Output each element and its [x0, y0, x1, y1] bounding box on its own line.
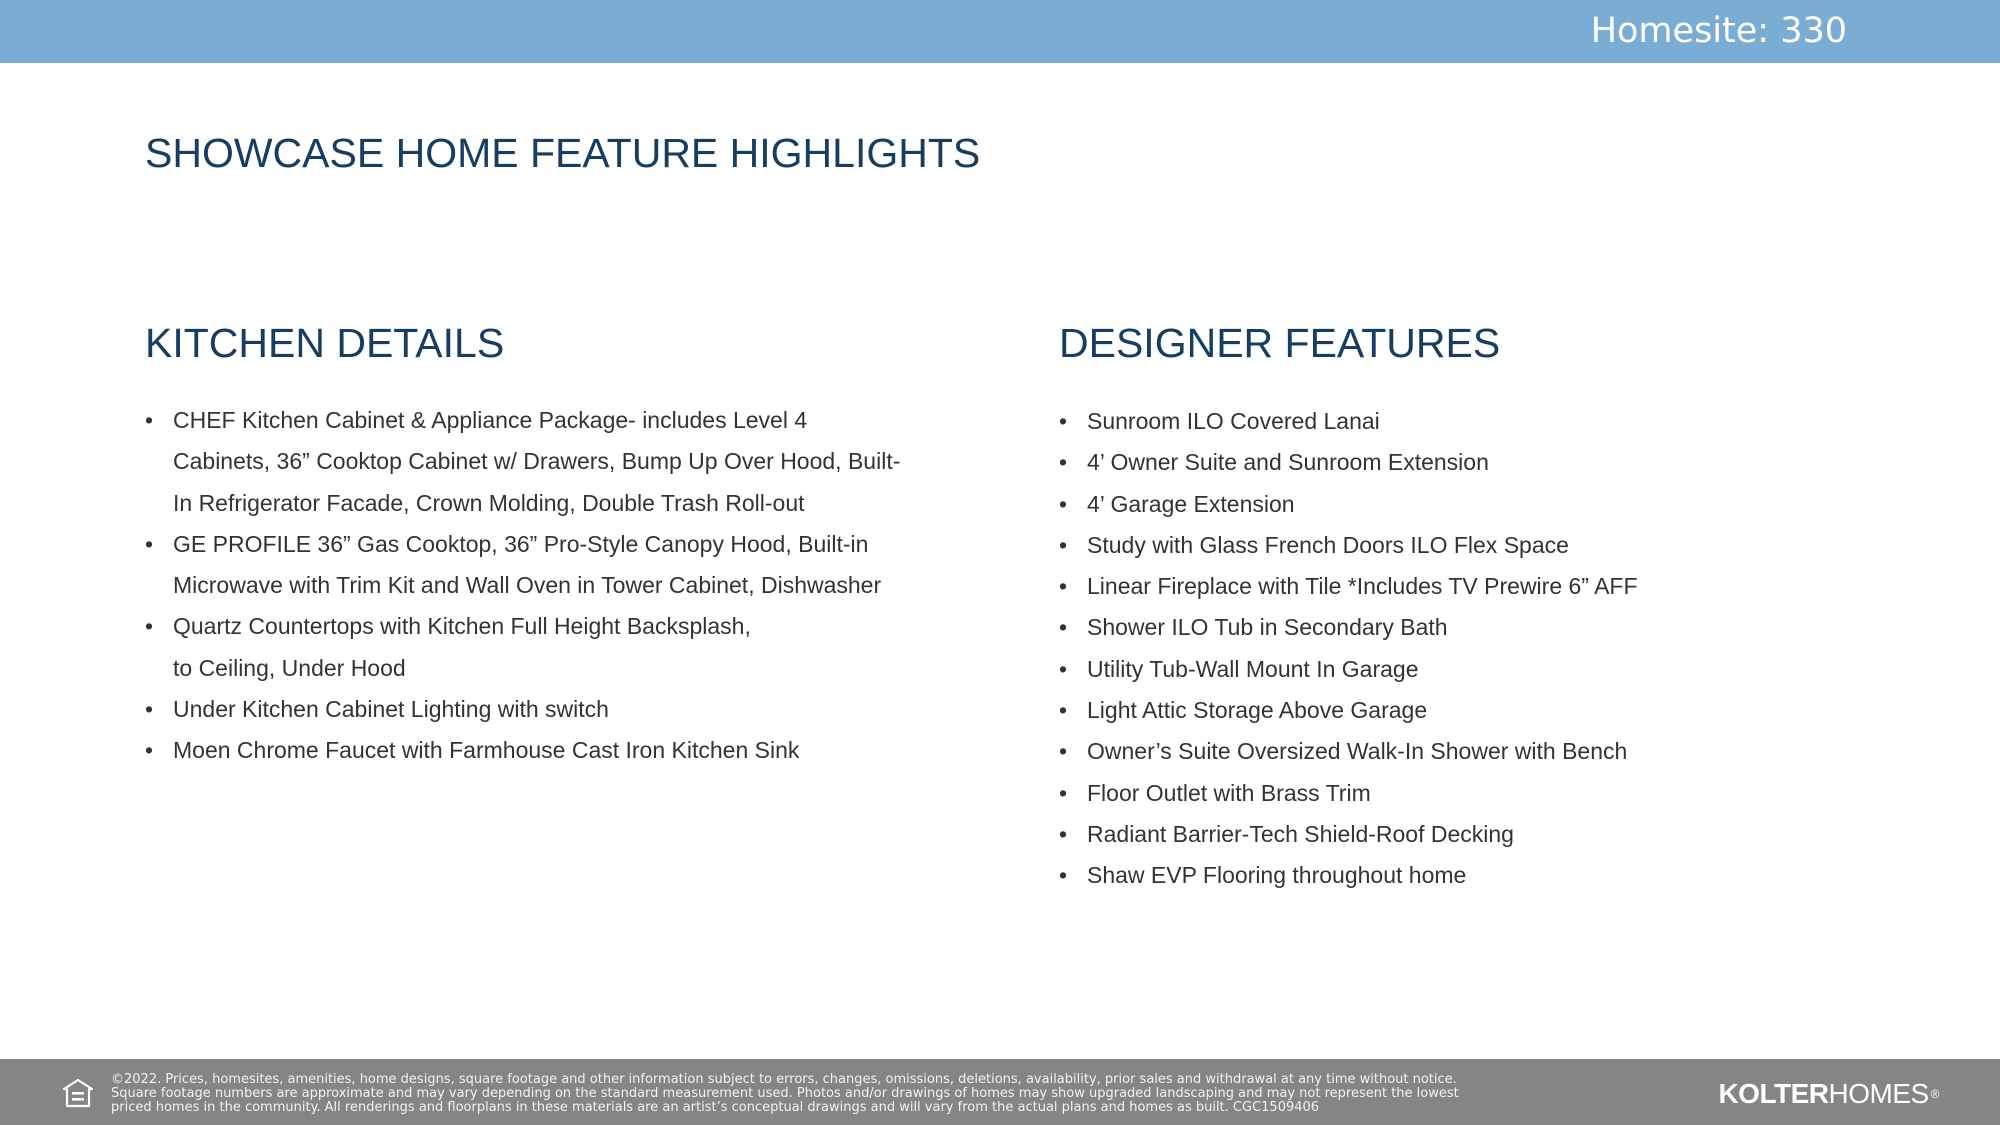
bullet-mark: • [1059, 573, 1068, 600]
bullet-mark: • [1059, 655, 1068, 682]
footer-bar [0, 1059, 2000, 1125]
bullet-mark: • [145, 696, 154, 723]
header-bar [0, 0, 2000, 63]
legal-disclaimer [111, 1073, 1731, 1115]
bullet-mark: • [1059, 614, 1068, 641]
bullet-mark: • [1059, 820, 1068, 847]
designer-item-text: Shower ILO Tub in Secondary Bath [1087, 614, 1448, 641]
kitchen-list-item [145, 524, 915, 607]
kitchen-item-text: Quartz Countertops with Kitchen Full Height Backsplash, [173, 613, 751, 640]
kitchen-item-text: In Refrigerator Facade, Crown Molding, Double Trash Roll-out [173, 489, 805, 516]
bullet-mark: • [1059, 490, 1068, 517]
designer-item-text: Study with Glass French Doors ILO Flex Space [1087, 531, 1569, 558]
kitchen-item-text: Cabinets, 36” Cooktop Cabinet w/ Drawers, Bump Up Over Hood, Built- [173, 448, 901, 475]
kitchen-item-text: GE PROFILE 36” Gas Cooktop, 36” Pro-Style Canopy Hood, Built-in [173, 530, 869, 557]
bullet-mark: • [1059, 531, 1068, 558]
bullet-mark: • [1059, 862, 1068, 889]
homesite-label: Homesite: 330 [1590, 11, 1847, 51]
designer-item-text: Owner’s Suite Oversized Walk-In Shower with Bench [1087, 738, 1628, 765]
bullet-mark: • [145, 737, 154, 764]
designer-item-text: Shaw EVP Flooring throughout home [1087, 862, 1467, 889]
disclaimer-line: Square footage numbers are approximate and may vary depending on the standard measurement used. Photos and/or drawings of homes may show upgraded landscaping and may not represent the lowest [111, 1086, 1459, 1101]
kitchen-item-text: Microwave with Trim Kit and Wall Oven in Tower Cabinet, Dishwasher [173, 572, 882, 599]
kitchen-item-text: Under Kitchen Cabinet Lighting with switch [173, 696, 609, 723]
kitchen-list-item [145, 730, 915, 771]
kitchen-details-heading: KITCHEN DETAILS [145, 320, 505, 366]
kitchen-item-text: to Ceiling, Under Hood [173, 654, 406, 681]
designer-list-item [1059, 855, 1859, 896]
bullet-mark: • [145, 407, 154, 433]
registered-mark: ® [1930, 1087, 1939, 1101]
kolter-homes-logo [1718, 1078, 1939, 1110]
designer-list-item [1059, 814, 1859, 855]
kitchen-details-list [145, 400, 915, 772]
designer-list-item [1059, 649, 1859, 690]
designer-item-text: Radiant Barrier-Tech Shield-Roof Decking [1087, 820, 1514, 847]
kitchen-list-item [145, 400, 915, 524]
designer-list-item [1059, 484, 1859, 525]
designer-item-text: Utility Tub-Wall Mount In Garage [1087, 655, 1419, 682]
bullet-mark: • [1059, 779, 1068, 806]
disclaimer-line: ©2022. Prices, homesites, amenities, home designs, square footage and other information subject to errors, changes, omissions, deletions, availability, prior sales and withdrawal at any time without notice. [111, 1072, 1457, 1087]
page-title: SHOWCASE HOME FEATURE HIGHLIGHTS [145, 130, 981, 176]
kitchen-item-text: Moen Chrome Faucet with Farmhouse Cast Iron Kitchen Sink [173, 737, 800, 764]
designer-list-item [1059, 773, 1859, 814]
designer-item-text: 4’ Garage Extension [1087, 490, 1295, 517]
kitchen-list-item [145, 689, 915, 730]
kitchen-list-item [145, 606, 915, 689]
designer-list-item [1059, 525, 1859, 566]
designer-list-item [1059, 566, 1859, 607]
designer-list-item [1059, 607, 1859, 648]
bullet-mark: • [1059, 697, 1068, 724]
bullet-mark: • [1059, 738, 1068, 765]
designer-item-text: 4’ Owner Suite and Sunroom Extension [1087, 449, 1489, 476]
designer-features-heading: DESIGNER FEATURES [1059, 320, 1501, 366]
bullet-mark: • [145, 613, 154, 640]
logo-text-light: HOMES [1828, 1078, 1929, 1109]
logo-text-bold: KOLTER [1718, 1078, 1829, 1109]
equal-housing-opportunity-icon [62, 1077, 94, 1109]
disclaimer-line: priced homes in the community. All renderings and floorplans in these materials are an artist’s conceptual drawings and will vary from the actual plans and homes as built. CGC1509406 [111, 1100, 1320, 1115]
bullet-mark: • [1059, 449, 1068, 476]
designer-features-list [1059, 401, 1859, 897]
designer-list-item [1059, 731, 1859, 772]
bullet-mark: • [145, 530, 154, 557]
designer-list-item [1059, 690, 1859, 731]
designer-item-text: Floor Outlet with Brass Trim [1087, 779, 1371, 806]
designer-list-item [1059, 401, 1859, 442]
bullet-mark: • [1059, 408, 1068, 434]
kitchen-item-text: CHEF Kitchen Cabinet & Appliance Package- includes Level 4 [173, 407, 808, 433]
designer-list-item [1059, 442, 1859, 483]
designer-item-text: Sunroom ILO Covered Lanai [1087, 408, 1380, 434]
designer-item-text: Light Attic Storage Above Garage [1087, 697, 1428, 724]
designer-item-text: Linear Fireplace with Tile *Includes TV Prewire 6” AFF [1087, 573, 1638, 600]
